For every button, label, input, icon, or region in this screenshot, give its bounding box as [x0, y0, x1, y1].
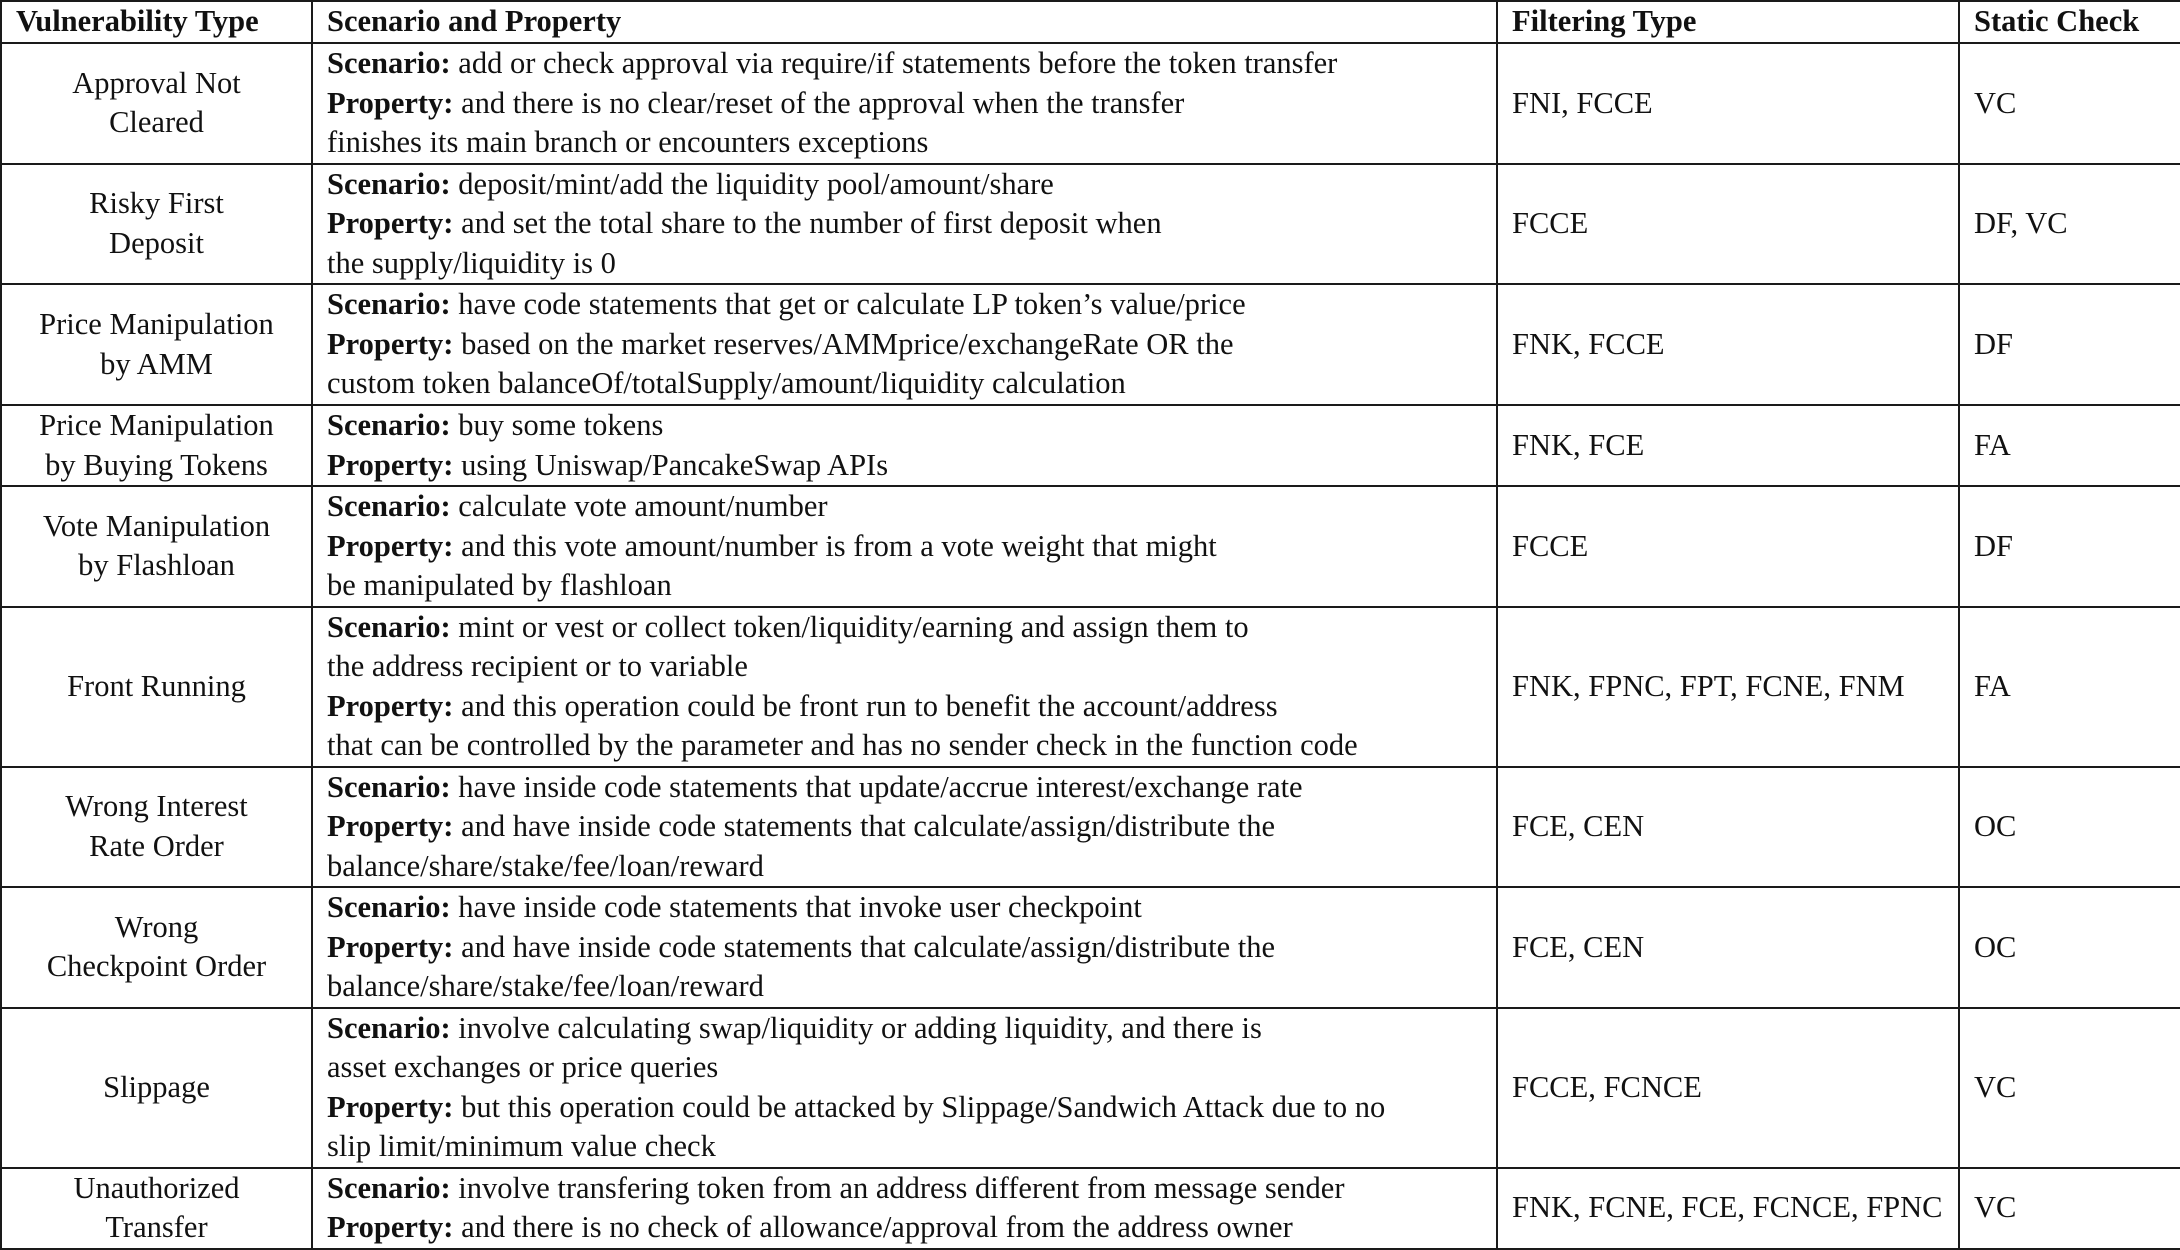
property-label: Property: — [327, 688, 454, 723]
vulnerability-type-cell: Front Running — [1, 607, 312, 767]
table-row — [1, 1008, 2180, 1168]
property-label: Property: — [327, 929, 454, 964]
property-label: Property: — [327, 1210, 454, 1244]
vulnerability-type-cell: Unauthorized Transfer — [1, 1168, 312, 1249]
scenario-property-cell: Scenario: involve transfering token from an address different from message sender Property: and there is no check of allowance/approval from the address owner — [312, 1168, 1497, 1249]
property-label: Property: — [327, 447, 454, 482]
static-check-cell: FA — [1959, 405, 2180, 486]
static-check-cell: DF, VC — [1959, 164, 2180, 285]
static-check-cell: DF — [1959, 284, 2180, 405]
property-label: Property: — [327, 206, 454, 240]
table-row — [1, 607, 2180, 767]
vulnerability-type-cell: Wrong Interest Rate Order — [1, 767, 312, 888]
vulnerability-type-cell: Price Manipulation by AMM — [1, 284, 312, 405]
vulnerability-type-cell: Slippage — [1, 1008, 312, 1168]
scenario-label: Scenario: — [327, 890, 451, 924]
table-row — [1, 767, 2180, 888]
header-scenario-property: Scenario and Property — [312, 1, 1497, 43]
filtering-type-cell: FCE, CEN — [1497, 887, 1959, 1008]
table-row — [1, 486, 2180, 607]
vulnerability-type-cell: Price Manipulation by Buying Tokens — [1, 405, 312, 486]
static-check-cell: DF — [1959, 486, 2180, 607]
scenario-property-cell: Scenario: mint or vest or collect token/liquidity/earning and assign them to the address recipient or to variable Property: and this operation could be front run to benefit the account/address that can be controlled by the parameter and has no sender check in the function code — [312, 607, 1497, 767]
table-row — [1, 887, 2180, 1008]
static-check-cell: VC — [1959, 1008, 2180, 1168]
static-check-cell: VC — [1959, 1168, 2180, 1249]
scenario-label: Scenario: — [327, 609, 451, 644]
vulnerability-type-cell: Risky First Deposit — [1, 164, 312, 285]
scenario-label: Scenario: — [327, 489, 451, 523]
filtering-type-cell: FNI, FCCE — [1497, 43, 1959, 164]
header-row — [1, 1, 2180, 43]
property-label: Property: — [327, 1089, 454, 1124]
scenario-property-cell: Scenario: have inside code statements that update/accrue interest/exchange rate Property: and have inside code statements that calculate/assign/distribute the balance/share/stake/fee/loan/reward — [312, 767, 1497, 888]
filtering-type-cell: FCCE, FCNCE — [1497, 1008, 1959, 1168]
scenario-label: Scenario: — [327, 287, 451, 322]
scenario-label: Scenario: — [327, 1010, 451, 1045]
filtering-type-cell: FNK, FCE — [1497, 405, 1959, 486]
table-row — [1, 405, 2180, 486]
scenario-label: Scenario: — [327, 408, 451, 442]
vulnerability-type-cell: Vote Manipulation by Flashloan — [1, 486, 312, 607]
scenario-label: Scenario: — [327, 46, 451, 80]
filtering-type-cell: FCCE — [1497, 164, 1959, 285]
filtering-type-cell: FNK, FCCE — [1497, 284, 1959, 405]
table-row — [1, 1168, 2180, 1249]
filtering-type-cell: FCE, CEN — [1497, 767, 1959, 888]
vulnerability-type-cell: Wrong Checkpoint Order — [1, 887, 312, 1008]
static-check-cell: FA — [1959, 607, 2180, 767]
scenario-label: Scenario: — [327, 1170, 451, 1205]
static-check-cell: OC — [1959, 767, 2180, 888]
scenario-property-cell: Scenario: have code statements that get or calculate LP token’s value/price Property: based on the market reserves/AMMprice/exchangeRate OR the custom token balanceOf/totalSupply/amount/liquidity calculation — [312, 284, 1497, 405]
table-row — [1, 43, 2180, 164]
filtering-type-cell: FNK, FPNC, FPT, FCNE, FNM — [1497, 607, 1959, 767]
header-static-check: Static Check — [1959, 1, 2180, 43]
scenario-property-cell: Scenario: involve calculating swap/liquidity or adding liquidity, and there is asset exchanges or price queries Property: but this operation could be attacked by Slippage/Sandwich Attack due to no slip limit/minimum value check — [312, 1008, 1497, 1168]
property-label: Property: — [327, 85, 454, 120]
header-filtering-type: Filtering Type — [1497, 1, 1959, 43]
scenario-property-cell: Scenario: add or check approval via require/if statements before the token transfer Property: and there is no clear/reset of the approval when the transfer finishes its main branch or encounters exceptions — [312, 43, 1497, 164]
table-row — [1, 284, 2180, 405]
scenario-property-cell: Scenario: deposit/mint/add the liquidity pool/amount/share Property: and set the total share to the number of first deposit when the supply/liquidity is 0 — [312, 164, 1497, 285]
scenario-label: Scenario: — [327, 166, 451, 201]
property-label: Property: — [327, 528, 454, 563]
property-label: Property: — [327, 326, 454, 361]
scenario-label: Scenario: — [327, 769, 451, 804]
table-row — [1, 164, 2180, 285]
vulnerability-type-cell: Approval Not Cleared — [1, 43, 312, 164]
scenario-property-cell: Scenario: buy some tokens Property: using Uniswap/PancakeSwap APIs — [312, 405, 1497, 486]
static-check-cell: VC — [1959, 43, 2180, 164]
property-label: Property: — [327, 809, 454, 843]
filtering-type-cell: FNK, FCNE, FCE, FCNCE, FPNC — [1497, 1168, 1959, 1249]
filtering-type-cell: FCCE — [1497, 486, 1959, 607]
static-check-cell: OC — [1959, 887, 2180, 1008]
header-vulnerability-type: Vulnerability Type — [1, 1, 312, 43]
scenario-property-cell: Scenario: calculate vote amount/number Property: and this vote amount/number is from a vote weight that might be manipulated by flashloan — [312, 486, 1497, 607]
scenario-property-cell: Scenario: have inside code statements that invoke user checkpoint Property: and have inside code statements that calculate/assign/distribute the balance/share/stake/fee/loan/reward — [312, 887, 1497, 1008]
